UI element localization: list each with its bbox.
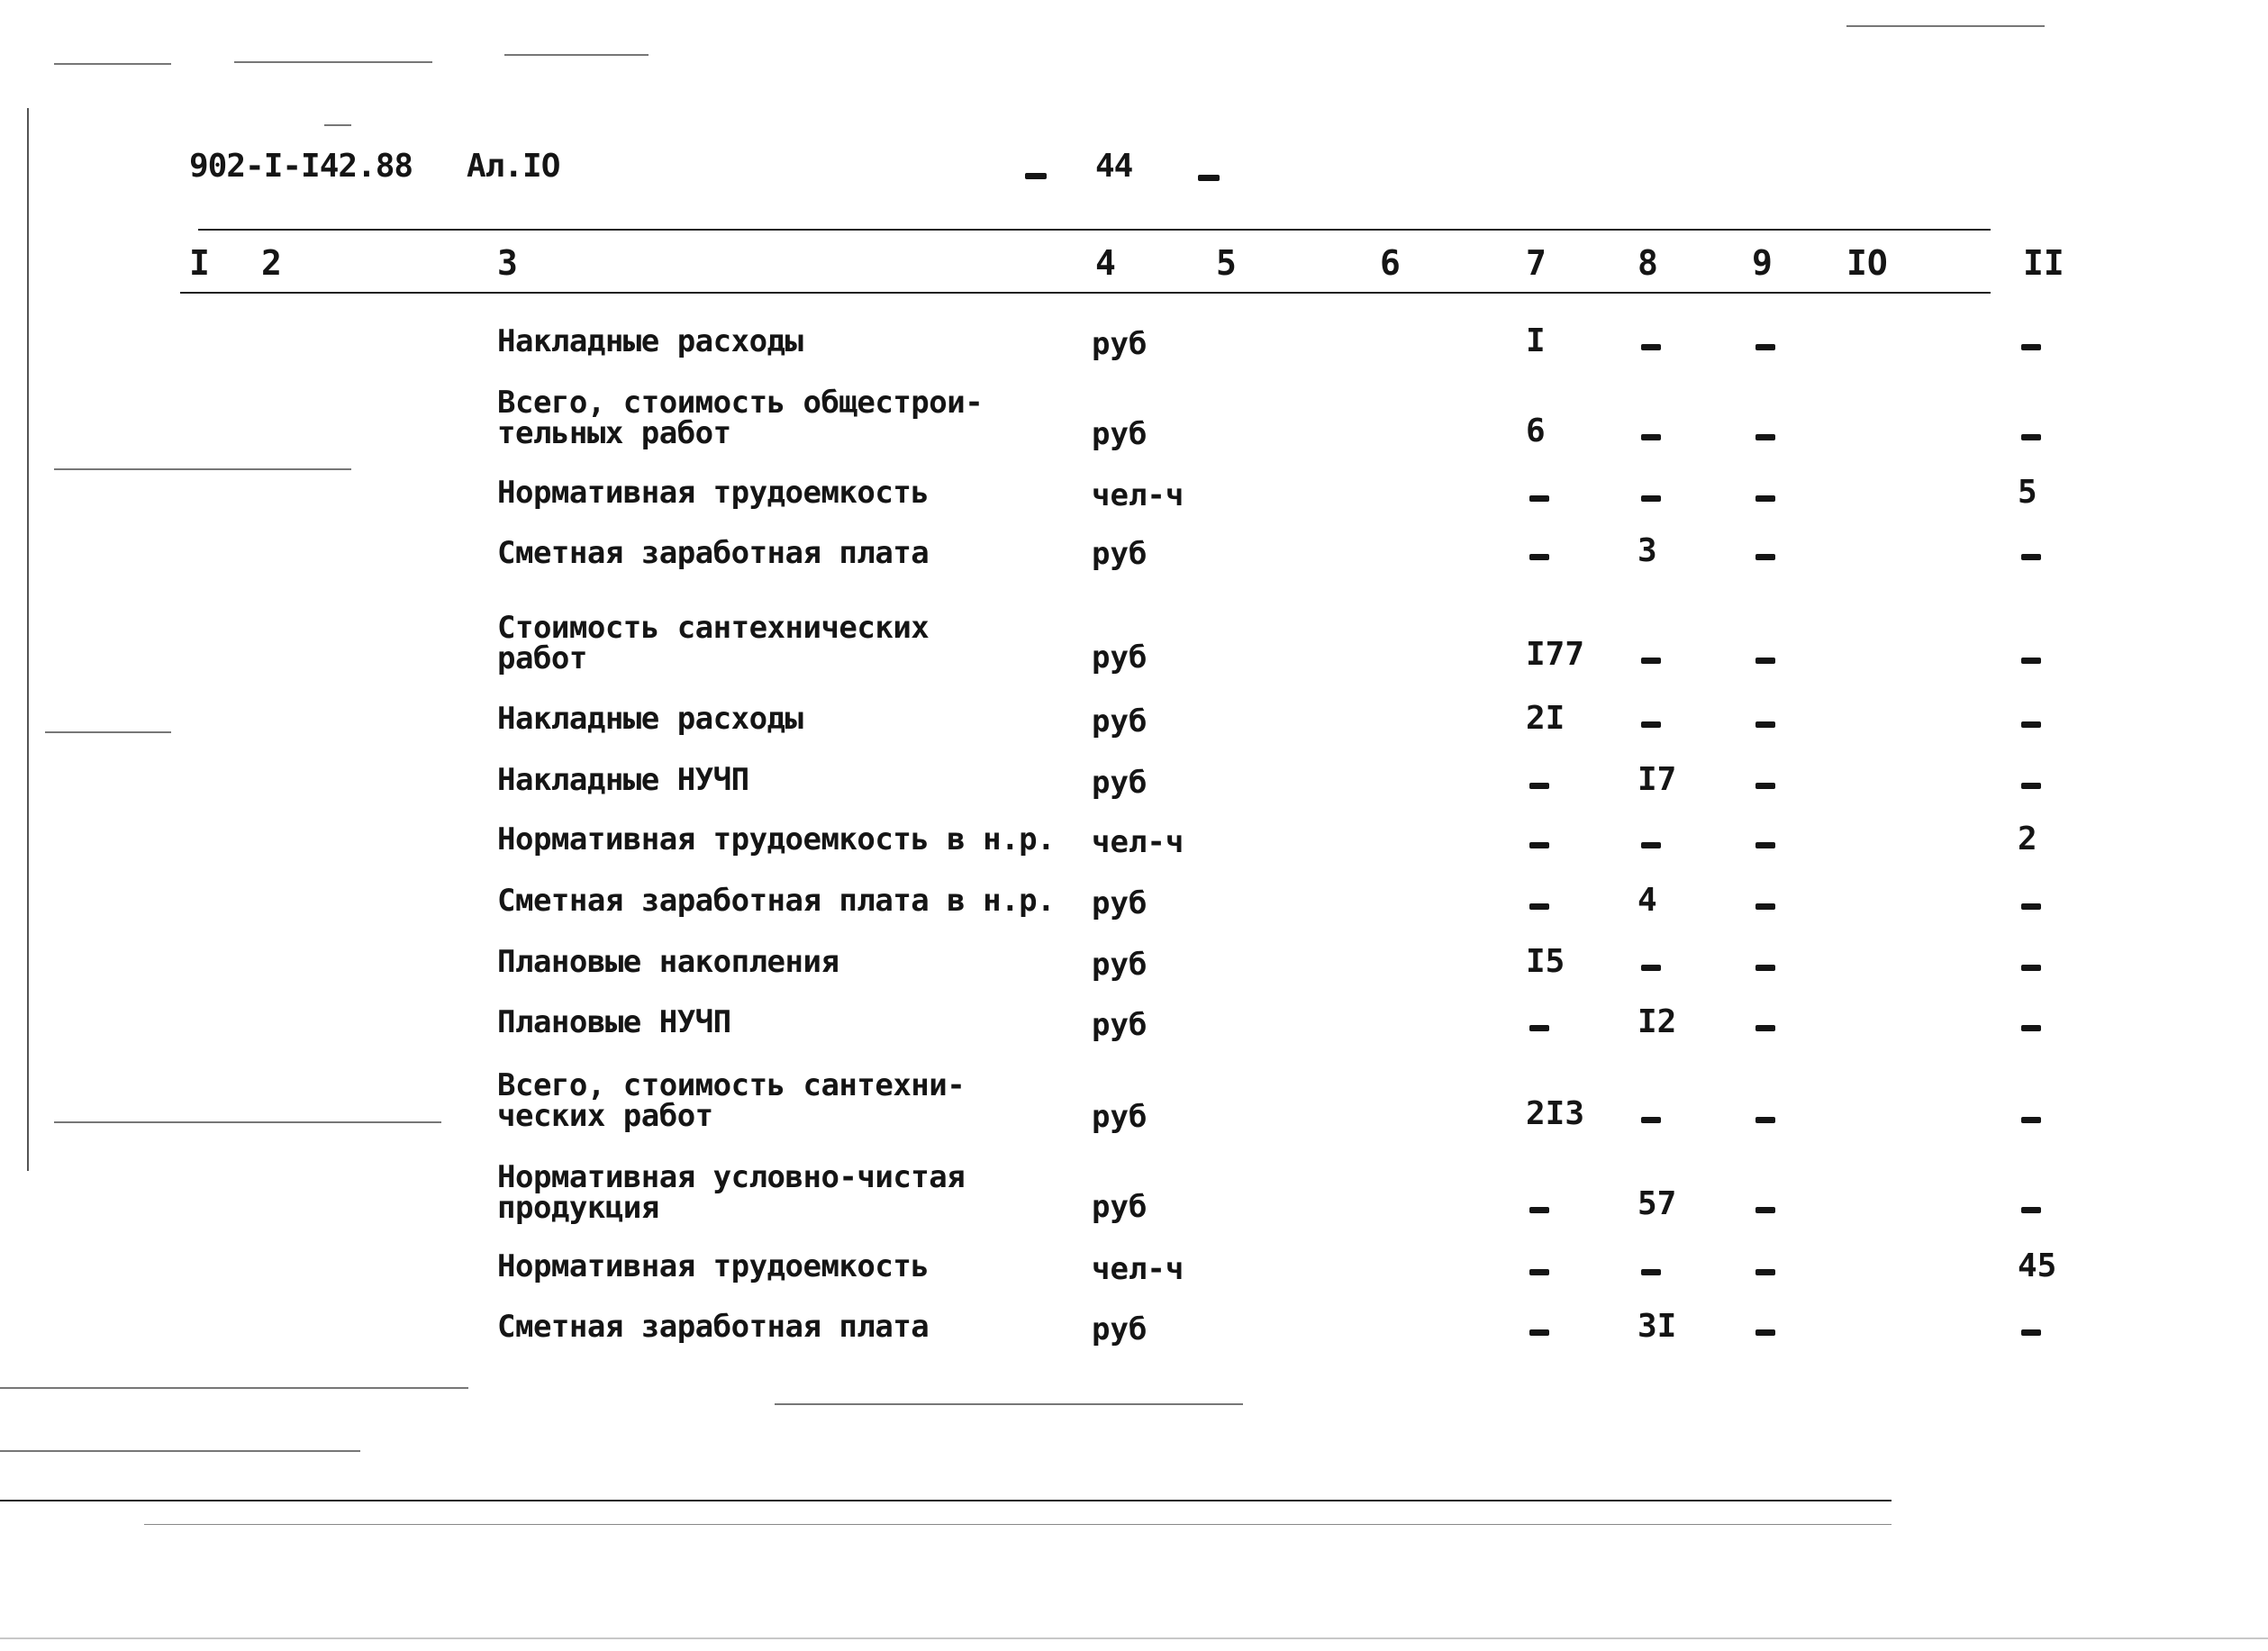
- table-top-rule: [198, 229, 1991, 231]
- scan-speck: [45, 731, 171, 733]
- column-header-5: 5: [1216, 243, 1237, 283]
- row-unit: руб: [1092, 416, 1148, 452]
- row-unit: руб: [1092, 1007, 1148, 1043]
- row-label: Нормативная трудоемкость в н.р.: [497, 821, 1056, 857]
- scan-speck: [54, 63, 171, 65]
- row-label: Нормативная трудоемкость: [497, 1248, 930, 1284]
- row-c11-value: 5: [2018, 474, 2037, 511]
- row-unit: чел-ч: [1092, 477, 1184, 513]
- row-c9-dash: [1755, 1207, 1775, 1213]
- row-c11-dash: [2021, 1117, 2041, 1123]
- bottom-rule-faint: [144, 1524, 1892, 1525]
- row-c7-value: I77: [1526, 636, 1585, 673]
- row-unit: руб: [1092, 536, 1148, 572]
- row-c8-value: 3: [1637, 532, 1657, 569]
- row-c9-dash: [1755, 721, 1775, 728]
- row-c11-dash: [2021, 783, 2041, 789]
- row-unit: руб: [1092, 947, 1148, 983]
- column-header-4: 4: [1095, 243, 1116, 283]
- column-header-2: 2: [261, 243, 282, 283]
- column-header-8: 8: [1637, 243, 1658, 283]
- row-c9-dash: [1755, 554, 1775, 560]
- row-c9-dash: [1755, 1025, 1775, 1031]
- table-header-rule: [180, 292, 1991, 294]
- row-label: Сметная заработная плата в н.р.: [497, 883, 1056, 919]
- row-label: Плановые накопления: [497, 944, 839, 980]
- row-c9-dash: [1755, 903, 1775, 910]
- row-label: Всего, стоимость общестрои- тельных работ: [497, 385, 984, 451]
- row-c11-value: 2: [2018, 821, 2037, 857]
- column-header-10: IO: [1846, 243, 1888, 283]
- scan-speck: [324, 124, 351, 126]
- document-number: 902-I-I42.88: [189, 148, 413, 185]
- page-number-dash-right: [1198, 175, 1220, 181]
- row-c8-dash: [1641, 1117, 1661, 1123]
- row-c9-dash: [1755, 434, 1775, 440]
- page-number: 44: [1095, 148, 1133, 185]
- column-header-7: 7: [1526, 243, 1547, 283]
- row-c7-value: 6: [1526, 413, 1546, 449]
- row-label: Сметная заработная плата: [497, 535, 930, 571]
- row-c7-value: 2I3: [1526, 1095, 1585, 1132]
- row-unit: руб: [1092, 703, 1148, 739]
- row-c9-dash: [1755, 658, 1775, 664]
- row-c7-value: I: [1526, 322, 1546, 359]
- left-margin-mark: [27, 108, 29, 1171]
- row-c11-dash: [2021, 1329, 2041, 1336]
- row-c9-dash: [1755, 344, 1775, 350]
- row-c8-dash: [1641, 721, 1661, 728]
- column-header-9: 9: [1752, 243, 1773, 283]
- row-c7-dash: [1529, 903, 1549, 910]
- row-c8-value: 57: [1637, 1185, 1677, 1222]
- row-c7-value: I5: [1526, 943, 1565, 980]
- row-label: Плановые НУЧП: [497, 1004, 731, 1040]
- row-unit: руб: [1092, 1189, 1148, 1225]
- row-c9-dash: [1755, 965, 1775, 971]
- row-c8-dash: [1641, 842, 1661, 848]
- bottom-rule: [0, 1500, 1892, 1501]
- row-unit: руб: [1092, 326, 1148, 362]
- scan-speck: [234, 61, 432, 63]
- row-label: Нормативная условно-чистая продукция: [497, 1159, 966, 1226]
- scan-speck: [775, 1403, 1243, 1405]
- row-c7-value: 2I: [1526, 700, 1565, 737]
- scan-speck: [504, 54, 649, 56]
- row-c9-dash: [1755, 842, 1775, 848]
- row-c11-dash: [2021, 554, 2041, 560]
- page-number-dash-left: [1025, 173, 1047, 179]
- row-label: Сметная заработная плата: [497, 1309, 930, 1345]
- column-header-11: II: [2023, 243, 2064, 283]
- row-c8-value: I2: [1637, 1003, 1677, 1040]
- row-c9-dash: [1755, 1329, 1775, 1336]
- row-c11-dash: [2021, 721, 2041, 728]
- row-label: Стоимость сантехнических работ: [497, 610, 930, 676]
- row-unit: чел-ч: [1092, 824, 1184, 860]
- sheet-label: Ал.IO: [467, 148, 560, 185]
- scan-speck: [1846, 25, 2045, 27]
- row-c8-value: 4: [1637, 882, 1657, 919]
- row-c9-dash: [1755, 1269, 1775, 1275]
- row-c7-dash: [1529, 783, 1549, 789]
- row-c11-dash: [2021, 1207, 2041, 1213]
- row-unit: руб: [1092, 640, 1148, 676]
- row-c9-dash: [1755, 495, 1775, 502]
- scan-speck: [0, 1450, 360, 1452]
- row-label: Накладные расходы: [497, 323, 803, 359]
- column-header-3: 3: [497, 243, 518, 283]
- row-label: Накладные НУЧП: [497, 762, 749, 798]
- row-c7-dash: [1529, 842, 1549, 848]
- row-c9-dash: [1755, 1117, 1775, 1123]
- row-c7-dash: [1529, 1329, 1549, 1336]
- row-c11-dash: [2021, 965, 2041, 971]
- row-unit: руб: [1092, 1311, 1148, 1347]
- row-c11-dash: [2021, 658, 2041, 664]
- row-c8-dash: [1641, 495, 1661, 502]
- row-c9-dash: [1755, 783, 1775, 789]
- row-c8-dash: [1641, 434, 1661, 440]
- row-c8-value: I7: [1637, 761, 1677, 798]
- row-label: Нормативная трудоемкость: [497, 475, 930, 511]
- row-c11-value: 45: [2018, 1247, 2057, 1284]
- row-unit: руб: [1092, 1099, 1148, 1135]
- row-c8-dash: [1641, 1269, 1661, 1275]
- column-header-6: 6: [1380, 243, 1401, 283]
- row-c8-dash: [1641, 965, 1661, 971]
- row-unit: чел-ч: [1092, 1251, 1184, 1287]
- scan-speck: [0, 1387, 468, 1389]
- row-unit: руб: [1092, 765, 1148, 801]
- page-edge: [0, 1637, 2268, 1639]
- row-c8-dash: [1641, 344, 1661, 350]
- row-label: Всего, стоимость сантехни- ческих работ: [497, 1067, 966, 1134]
- scan-speck: [54, 1121, 441, 1123]
- row-c7-dash: [1529, 495, 1549, 502]
- row-label: Накладные расходы: [497, 701, 803, 737]
- row-c8-value: 3I: [1637, 1308, 1677, 1345]
- row-c7-dash: [1529, 554, 1549, 560]
- row-c8-dash: [1641, 658, 1661, 664]
- row-c11-dash: [2021, 1025, 2041, 1031]
- column-header-1: I: [189, 243, 210, 283]
- row-c11-dash: [2021, 903, 2041, 910]
- row-unit: руб: [1092, 885, 1148, 921]
- row-c7-dash: [1529, 1025, 1549, 1031]
- scan-speck: [54, 468, 351, 470]
- row-c11-dash: [2021, 434, 2041, 440]
- row-c11-dash: [2021, 344, 2041, 350]
- row-c7-dash: [1529, 1269, 1549, 1275]
- row-c7-dash: [1529, 1207, 1549, 1213]
